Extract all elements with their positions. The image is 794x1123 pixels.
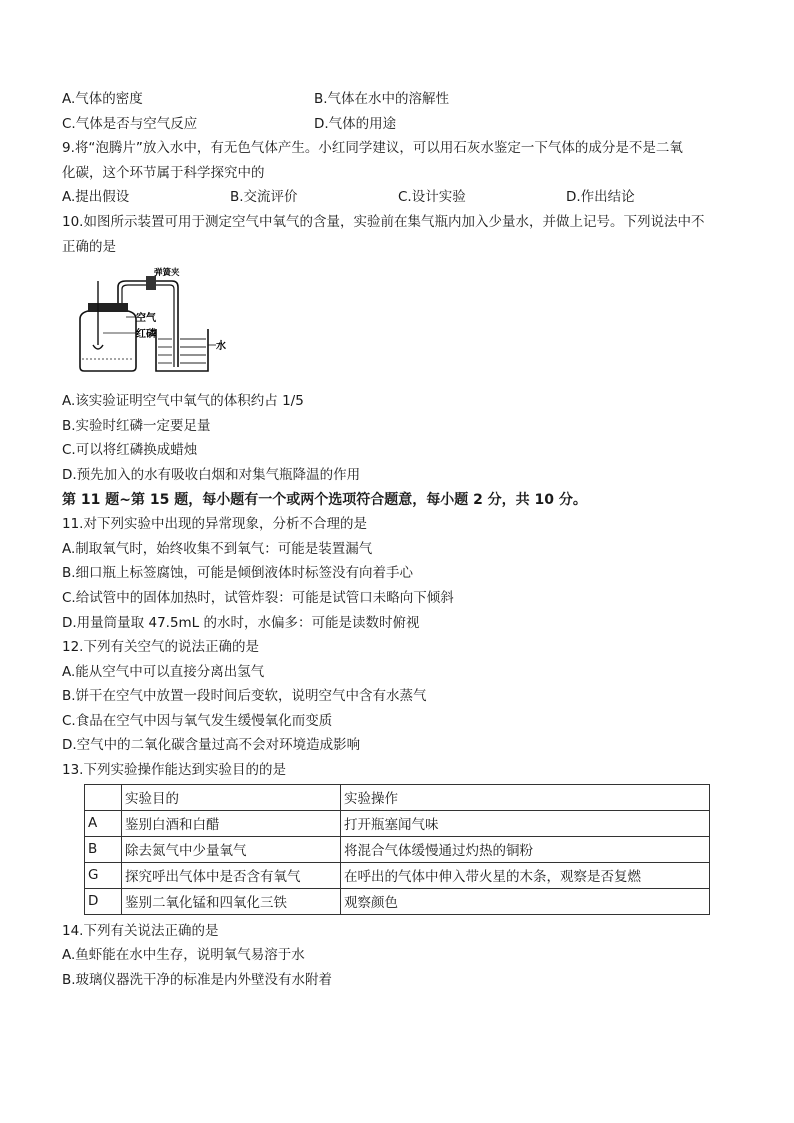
table-row — [85, 888, 710, 914]
q12-stem: 12.下列有关空气的说法正确的是 — [62, 639, 259, 656]
table-header-purpose: 实验目的 — [122, 784, 341, 810]
q10-stem-line1: 10.如图所示装置可用于测定空气中氧气的含量，实验前在集气瓶内加入少量水，并做上记号。下列说法中不 — [62, 213, 705, 230]
q8-option-a: A.气体的密度 — [62, 91, 143, 107]
q9-option-a: A.提出假设 — [62, 189, 130, 206]
table-header-row — [85, 784, 710, 810]
q11-option-a: A.制取氧气时，始终收集不到氧气：可能是装置漏气 — [62, 540, 373, 557]
exam-page — [62, 87, 742, 992]
q9-option-c: C.设计实验 — [398, 189, 466, 206]
q11-option-c: C.给试管中的固体加热时，试管炸裂：可能是试管口未略向下倾斜 — [62, 589, 454, 606]
q14-option-a: A.鱼虾能在水中生存，说明氧气易溶于水 — [62, 947, 305, 964]
q11-option-b: B.细口瓶上标签腐蚀，可能是倾倒液体时标签没有向着手心 — [62, 565, 414, 582]
q14-stem: 14.下列有关说法正确的是 — [62, 922, 219, 939]
q11-option-d: D.用量筒量取 47.5mL 的水时，水偏多：可能是读数时俯视 — [62, 614, 420, 631]
table-cell-purpose: 鉴别白酒和白醋 — [122, 810, 341, 836]
table-cell-key: D — [85, 888, 122, 914]
q12-option-b: B.饼干在空气中放置一段时间后变软，说明空气中含有水蒸气 — [62, 688, 427, 705]
table-cell-purpose: 除去氮气中少量氧气 — [122, 836, 341, 862]
table-cell-purpose: 探究呼出气体中是否含有氧气 — [122, 862, 341, 888]
q9-option-b: B.交流评价 — [230, 189, 298, 206]
table-row — [85, 810, 710, 836]
table-header-key — [85, 784, 122, 810]
q12-option-a: A.能从空气中可以直接分离出氢气 — [62, 663, 265, 680]
table-cell-operation: 将混合气体缓慢通过灼热的铜粉 — [341, 836, 710, 862]
table-cell-purpose: 鉴别二氧化锰和四氧化三铁 — [122, 888, 341, 914]
q10-option-a: A.该实验证明空气中氧气的体积约占 1/5 — [62, 393, 304, 410]
q8-options-row2 — [62, 112, 742, 137]
q11-stem: 11.对下列实验中出现的异常现象，分析不合理的是 — [62, 516, 367, 533]
table-cell-key: G — [85, 862, 122, 888]
label-water: 水 — [216, 341, 226, 353]
q9-stem-line1: 9.将“泡腾片”放入水中，有无色气体产生。小红同学建议，可以用石灰水鉴定一下气体的成分是不是二氧 — [62, 140, 683, 157]
section-heading: 第 11 题~第 15 题，每小题有一个或两个选项符合题意，每小题 2 分，共 10 分。 — [62, 491, 587, 508]
q12-option-d: D.空气中的二氧化碳含量过高不会对环境造成影响 — [62, 737, 361, 754]
table-header-operation: 实验操作 — [341, 784, 710, 810]
q12-option-c: C.食品在空气中因与氧气发生缓慢氧化而变质 — [62, 712, 333, 729]
table-cell-operation: 在呼出的气体中伸入带火星的木条，观察是否复燃 — [341, 862, 710, 888]
q10-stem-line2: 正确的是 — [62, 238, 116, 255]
table-cell-key: B — [85, 836, 122, 862]
q13-stem: 13.下列实验操作能达到实验目的的是 — [62, 762, 286, 779]
table-cell-key: A — [85, 810, 122, 836]
table-row — [85, 836, 710, 862]
q8-options-row1 — [62, 87, 742, 112]
label-air: 空气 — [136, 313, 156, 325]
label-red-phosphorus: 红磷 — [136, 329, 156, 341]
q9-options — [62, 185, 742, 210]
oxygen-apparatus-figure — [70, 267, 230, 379]
q13-table — [84, 784, 710, 915]
q9-option-d: D.作出结论 — [566, 189, 635, 206]
table-cell-operation: 打开瓶塞闻气味 — [341, 810, 710, 836]
q8-option-b: B.气体在水中的溶解性 — [314, 91, 450, 107]
table-cell-operation: 观察颜色 — [341, 888, 710, 914]
table-row — [85, 862, 710, 888]
q8-option-c: C.气体是否与空气反应 — [62, 115, 198, 132]
q10-option-d: D.预先加入的水有吸收白烟和对集气瓶降温的作用 — [62, 466, 361, 483]
q10-option-b: B.实验时红磷一定要足量 — [62, 417, 211, 434]
q9-stem-line2: 化碳，这个环节属于科学探究中的 — [62, 164, 265, 181]
label-clamp: 弹簧夹 — [154, 268, 180, 279]
q14-option-b: B.玻璃仪器洗干净的标准是内外壁没有水附着 — [62, 971, 333, 988]
q10-option-c: C.可以将红磷换成蜡烛 — [62, 442, 198, 459]
q8-option-d: D.气体的用途 — [314, 115, 397, 132]
